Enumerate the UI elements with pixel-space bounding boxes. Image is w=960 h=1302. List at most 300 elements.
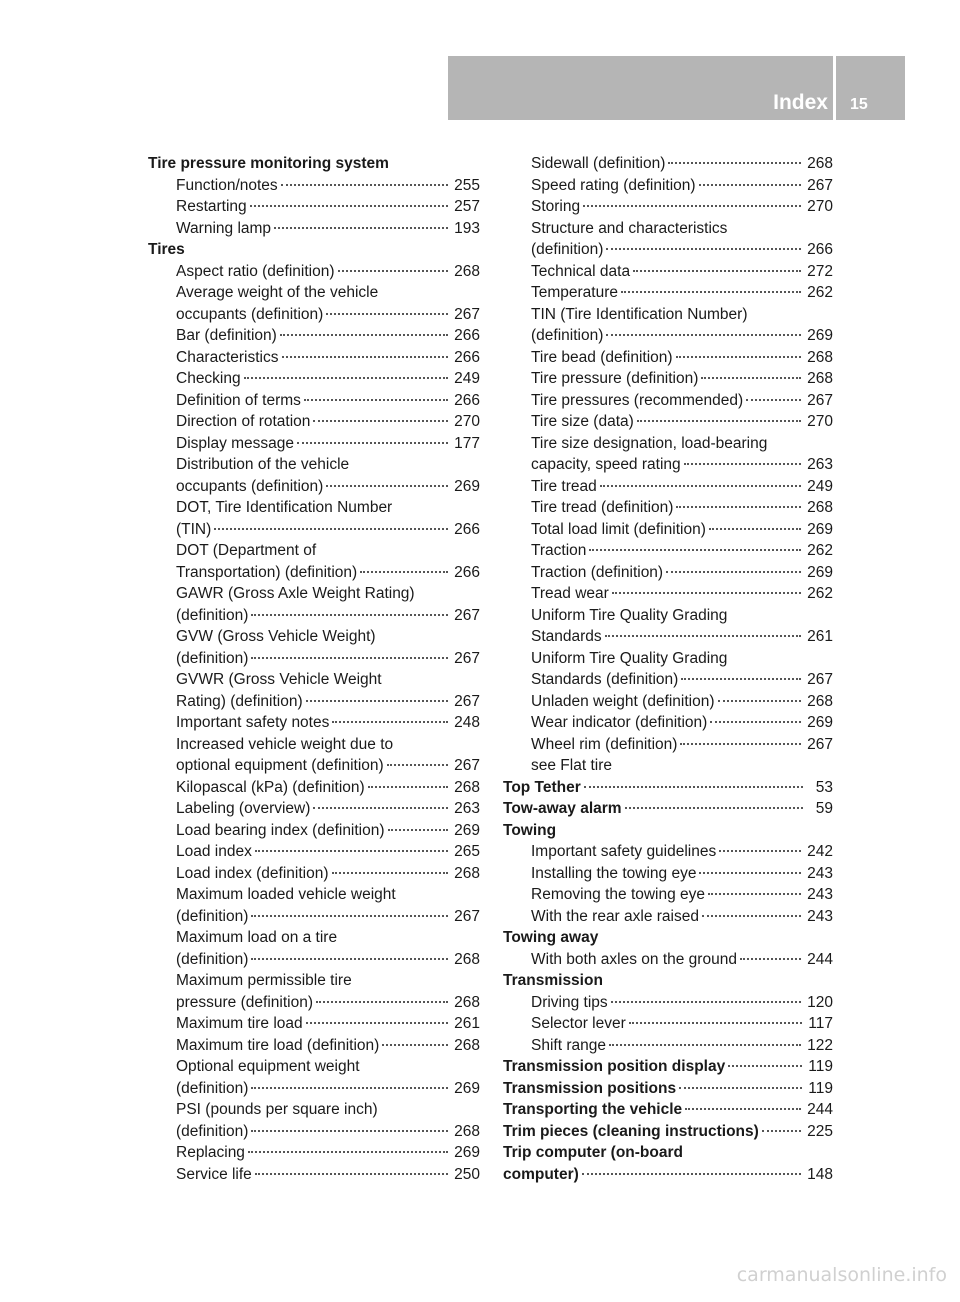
- entry-text: Important safety guidelines: [531, 843, 717, 860]
- dot-leader: [313, 806, 448, 809]
- entry-text: Wear indicator (definition): [531, 714, 708, 731]
- entry-text: Wheel rim (definition): [531, 735, 678, 753]
- entry-text: Tire size (data): [531, 413, 634, 430]
- dot-leader: [255, 1172, 448, 1175]
- entry-page-number: 243: [807, 907, 833, 925]
- entry-text: (definition): [176, 606, 249, 624]
- entry-text: DOT (Department of: [176, 542, 317, 559]
- entry-text: Warning lamp: [176, 219, 272, 237]
- index-entry: [503, 626, 833, 648]
- entry-text: computer): [503, 1165, 579, 1183]
- entry-text: Maximum permissible tire: [176, 972, 352, 989]
- index-heading: [503, 1078, 833, 1100]
- dot-leader: [360, 570, 448, 573]
- dot-leader: [629, 1021, 803, 1024]
- entry-text: Checking: [176, 370, 241, 387]
- entry-page-number: 266: [454, 563, 480, 581]
- entry-text: occupants (definition): [176, 305, 324, 323]
- index-entry: [148, 347, 480, 369]
- index-entry: [148, 798, 480, 820]
- entry-text: Distribution of the vehicle: [176, 456, 350, 473]
- dot-leader: [728, 1064, 802, 1067]
- dot-leader: [297, 441, 448, 444]
- index-entry: [148, 196, 480, 218]
- entry-page-number: 261: [454, 1015, 480, 1032]
- index-entry: [148, 1121, 480, 1143]
- entry-page-number: 265: [454, 843, 480, 860]
- index-entry: [148, 777, 480, 799]
- entry-page-number: 269: [807, 327, 833, 344]
- entry-page-number: 257: [454, 198, 480, 215]
- dot-leader: [326, 484, 448, 487]
- entry-text: Driving tips: [531, 993, 608, 1011]
- dot-leader: [338, 269, 449, 272]
- entry-text: Maximum loaded vehicle weight: [176, 886, 396, 903]
- dot-leader: [701, 376, 801, 379]
- index-entry: [148, 411, 480, 433]
- entry-text: Structure and characteristics: [531, 219, 728, 237]
- dot-leader: [326, 312, 448, 315]
- entry-text: pressure (definition): [176, 993, 313, 1011]
- index-entry: [148, 669, 480, 691]
- entry-page-number: 117: [808, 1015, 833, 1032]
- index-entry: [503, 390, 833, 412]
- index-entry: [503, 368, 833, 390]
- entry-page-number: 266: [454, 391, 480, 409]
- entry-text: Maximum load on a tire: [176, 929, 338, 946]
- entry-text: Optional equipment weight: [176, 1058, 360, 1075]
- index-entry: [503, 347, 833, 369]
- index-entry: [503, 863, 833, 885]
- index-entry: [148, 218, 480, 240]
- index-entry: [148, 949, 480, 971]
- entry-text: Installing the towing eye: [531, 864, 697, 882]
- entry-page-number: 268: [454, 1122, 480, 1140]
- entry-text: Bar (definition): [176, 327, 277, 344]
- index-heading: [148, 239, 480, 261]
- index-entry: [503, 476, 833, 498]
- entry-text: capacity, speed rating: [531, 456, 681, 473]
- index-entry: [148, 755, 480, 777]
- entry-page-number: 266: [807, 241, 833, 258]
- entry-text: Unladen weight (definition): [531, 692, 715, 710]
- dot-leader: [709, 527, 801, 530]
- index-heading: [503, 1164, 833, 1186]
- dot-leader: [589, 548, 801, 551]
- entry-page-number: 267: [454, 305, 480, 323]
- entry-page-number: 268: [807, 692, 833, 710]
- header-divider: [833, 56, 836, 120]
- index-entry: [503, 325, 833, 347]
- entry-page-number: 148: [807, 1165, 833, 1183]
- index-entry: [148, 476, 480, 498]
- dot-leader: [668, 161, 801, 164]
- index-entry: [503, 691, 833, 713]
- index-column-right: [503, 153, 833, 1185]
- entry-text: optional equipment (definition): [176, 757, 384, 774]
- index-heading: [503, 777, 833, 799]
- entry-text: Sidewall (definition): [531, 155, 666, 172]
- index-entry: [148, 325, 480, 347]
- index-entry: [148, 1035, 480, 1057]
- entry-page-number: 268: [454, 778, 480, 796]
- entry-page-number: 119: [808, 1079, 833, 1097]
- index-heading: [503, 1121, 833, 1143]
- entry-page-number: 243: [807, 864, 833, 882]
- dot-leader: [762, 1129, 801, 1132]
- entry-text: Standards: [531, 628, 602, 645]
- entry-text: Labeling (overview): [176, 800, 311, 817]
- dot-leader: [251, 613, 448, 616]
- index-entry: [503, 906, 833, 928]
- dot-leader: [306, 1021, 449, 1024]
- dot-leader: [251, 957, 448, 960]
- dot-leader: [633, 269, 801, 272]
- index-heading: [503, 1142, 833, 1164]
- entry-text: Top Tether: [503, 778, 581, 796]
- entry-text: Trim pieces (cleaning instructions): [503, 1122, 759, 1140]
- entry-text: Selector lever: [531, 1015, 626, 1032]
- index-heading: [503, 798, 833, 820]
- entry-page-number: 269: [807, 563, 833, 581]
- page-number: 15: [850, 96, 868, 113]
- index-entry: [148, 626, 480, 648]
- entry-text: Direction of rotation: [176, 413, 311, 430]
- entry-page-number: 270: [454, 413, 480, 430]
- dot-leader: [244, 376, 449, 379]
- entry-text: (definition): [176, 1079, 249, 1097]
- index-entry: [503, 949, 833, 971]
- index-entry: [503, 175, 833, 197]
- index-entry: [148, 433, 480, 455]
- dot-leader: [304, 398, 448, 401]
- entry-text: Transmission: [503, 972, 603, 989]
- entry-text: Transmission position display: [503, 1058, 726, 1075]
- entry-page-number: 262: [807, 585, 833, 602]
- dot-leader: [685, 1107, 801, 1110]
- index-entry: [148, 519, 480, 541]
- entry-text: Tow-away alarm: [503, 800, 622, 817]
- index-entry: [148, 261, 480, 283]
- entry-page-number: 269: [807, 714, 833, 731]
- index-heading: [503, 1056, 833, 1078]
- entry-text: Load bearing index (definition): [176, 821, 385, 839]
- index-entry: [148, 992, 480, 1014]
- entry-text: Uniform Tire Quality Grading: [531, 606, 728, 624]
- dot-leader: [280, 333, 448, 336]
- entry-page-number: 268: [807, 370, 833, 387]
- index-entry: [503, 282, 833, 304]
- entry-text: Uniform Tire Quality Grading: [531, 649, 728, 667]
- dot-leader: [251, 914, 448, 917]
- dot-leader: [681, 677, 801, 680]
- dot-leader: [710, 720, 801, 723]
- dot-leader: [666, 570, 801, 573]
- entry-text: occupants (definition): [176, 477, 324, 495]
- dot-leader: [251, 656, 448, 659]
- entry-text: Traction: [531, 542, 587, 559]
- dot-leader: [606, 247, 801, 250]
- entry-text: Average weight of the vehicle: [176, 284, 379, 301]
- entry-text: Tire tread: [531, 477, 597, 495]
- entry-page-number: 267: [454, 692, 480, 710]
- entry-text: (definition): [176, 950, 249, 968]
- index-entry: [503, 669, 833, 691]
- index-entry: [503, 411, 833, 433]
- entry-text: Service life: [176, 1165, 252, 1183]
- index-entry: [148, 734, 480, 756]
- entry-text: Kilopascal (kPa) (definition): [176, 778, 365, 796]
- index-entry: [148, 970, 480, 992]
- index-entry: [148, 282, 480, 304]
- entry-page-number: 268: [807, 499, 833, 516]
- index-entry: [148, 691, 480, 713]
- dot-leader: [621, 290, 801, 293]
- entry-text: DOT, Tire Identification Number: [176, 499, 393, 516]
- entry-text: Tire pressure (definition): [531, 370, 699, 387]
- entry-page-number: 263: [807, 456, 833, 473]
- index-entry: [503, 261, 833, 283]
- entry-page-number: 269: [454, 1144, 480, 1161]
- entry-text: Speed rating (definition): [531, 176, 696, 194]
- dot-leader: [316, 1000, 448, 1003]
- entry-text: Transporting the vehicle: [503, 1101, 683, 1118]
- entry-text: Tire bead (definition): [531, 348, 673, 366]
- entry-text: Function/notes: [176, 176, 278, 194]
- entry-page-number: 272: [807, 262, 833, 280]
- entry-page-number: 267: [807, 176, 833, 194]
- index-entry: [503, 1013, 833, 1035]
- dot-leader: [708, 892, 801, 895]
- entry-text: Storing: [531, 198, 581, 215]
- dot-leader: [583, 204, 801, 207]
- entry-page-number: 268: [454, 864, 480, 882]
- dot-leader: [637, 419, 801, 422]
- entry-page-number: 244: [807, 1101, 833, 1118]
- index-entry: [148, 648, 480, 670]
- entry-page-number: 270: [807, 198, 833, 215]
- entry-text: (definition): [176, 649, 249, 667]
- entry-page-number: 268: [807, 348, 833, 366]
- index-entry: [148, 863, 480, 885]
- dot-leader: [680, 742, 801, 745]
- index-title: Index: [773, 91, 828, 114]
- dot-leader: [740, 957, 801, 960]
- entry-page-number: 261: [807, 628, 833, 645]
- index-entry: [503, 648, 833, 670]
- entry-text: see Flat tire: [531, 757, 612, 774]
- entry-page-number: 269: [454, 477, 480, 495]
- entry-text: Shift range: [531, 1036, 606, 1054]
- index-entry: [148, 927, 480, 949]
- dot-leader: [719, 849, 801, 852]
- index-entry: [148, 175, 480, 197]
- entry-text: Restarting: [176, 198, 247, 215]
- entry-page-number: 248: [454, 714, 480, 731]
- dot-leader: [332, 871, 449, 874]
- dot-leader: [606, 333, 801, 336]
- index-entry: [503, 153, 833, 175]
- entry-page-number: 268: [454, 1036, 480, 1054]
- dot-leader: [746, 398, 801, 401]
- index-entry: [148, 820, 480, 842]
- dot-leader: [625, 806, 803, 809]
- entry-text: (TIN): [176, 520, 212, 538]
- entry-text: Tire tread (definition): [531, 499, 674, 516]
- entry-text: (definition): [531, 327, 604, 344]
- entry-text: TIN (Tire Identification Number): [531, 305, 748, 323]
- entry-text: Definition of terms: [176, 391, 301, 409]
- entry-page-number: 266: [454, 327, 480, 344]
- index-entry: [148, 884, 480, 906]
- index-entry: [503, 1035, 833, 1057]
- index-entry: [148, 1078, 480, 1100]
- entry-page-number: 249: [807, 477, 833, 495]
- dot-leader: [251, 1129, 448, 1132]
- dot-leader: [387, 763, 448, 766]
- index-entry: [503, 433, 833, 455]
- dot-leader: [611, 1000, 801, 1003]
- entry-text: (definition): [531, 241, 604, 258]
- watermark: carmanualsonline.info: [736, 1264, 947, 1286]
- index-entry: [503, 304, 833, 326]
- dot-leader: [250, 204, 448, 207]
- entry-text: Transportation) (definition): [176, 563, 358, 581]
- entry-text: (definition): [176, 1122, 249, 1140]
- entry-text: Important safety notes: [176, 714, 330, 731]
- dot-leader: [281, 183, 448, 186]
- dot-leader: [368, 785, 448, 788]
- index-entry: [503, 884, 833, 906]
- entry-text: Transmission positions: [503, 1079, 677, 1097]
- index-entry: [503, 562, 833, 584]
- entry-page-number: 266: [454, 348, 480, 366]
- dot-leader: [584, 785, 803, 788]
- entry-text: Tread wear: [531, 585, 609, 602]
- dot-leader: [382, 1043, 448, 1046]
- index-entry: [503, 454, 833, 476]
- index-entry: [148, 841, 480, 863]
- index-entry: [148, 712, 480, 734]
- entry-text: Replacing: [176, 1144, 245, 1161]
- dot-leader: [612, 591, 801, 594]
- entry-page-number: 267: [454, 757, 480, 774]
- dot-leader: [332, 720, 448, 723]
- entry-text: With the rear axle raised: [531, 907, 699, 925]
- entry-page-number: 266: [454, 520, 480, 538]
- index-entry: [148, 390, 480, 412]
- entry-text: With both axles on the ground: [531, 950, 737, 968]
- entry-page-number: 268: [454, 993, 480, 1011]
- entry-text: Maximum tire load: [176, 1015, 303, 1032]
- entry-text: Aspect ratio (definition): [176, 262, 335, 280]
- dot-leader: [676, 355, 802, 358]
- entry-text: Rating) (definition): [176, 692, 303, 710]
- entry-page-number: 262: [807, 284, 833, 301]
- index-heading: [503, 1099, 833, 1121]
- index-entry: [148, 906, 480, 928]
- entry-text: Removing the towing eye: [531, 886, 706, 903]
- index-entry: [148, 562, 480, 584]
- entry-page-number: 177: [454, 434, 480, 452]
- dot-leader: [684, 462, 801, 465]
- entry-text: Tires: [148, 241, 185, 258]
- index-entry: [148, 583, 480, 605]
- entry-text: (definition): [176, 907, 249, 925]
- index-entry: [503, 196, 833, 218]
- entry-text: Tire pressures (recommended): [531, 391, 744, 409]
- dot-leader: [600, 484, 801, 487]
- index-entry: [503, 218, 833, 240]
- index-entry: [503, 734, 833, 756]
- entry-page-number: 268: [454, 262, 480, 280]
- entry-page-number: 267: [454, 907, 480, 925]
- entry-text: Towing: [503, 821, 557, 839]
- entry-page-number: 267: [807, 671, 833, 688]
- index-heading: [503, 927, 833, 949]
- entry-page-number: 225: [807, 1122, 833, 1140]
- entry-text: Load index (definition): [176, 864, 329, 882]
- entry-page-number: 267: [807, 735, 833, 753]
- dot-leader: [313, 419, 448, 422]
- entry-text: GVW (Gross Vehicle Weight): [176, 628, 376, 645]
- index-header-bar: [448, 56, 905, 120]
- index-entry: [503, 239, 833, 261]
- entry-page-number: 267: [454, 606, 480, 624]
- entry-text: Load index: [176, 843, 252, 860]
- dot-leader: [282, 355, 449, 358]
- entry-page-number: 263: [454, 800, 480, 817]
- dot-leader: [609, 1043, 801, 1046]
- dot-leader: [702, 914, 801, 917]
- entry-text: GAWR (Gross Axle Weight Rating): [176, 585, 415, 602]
- entry-page-number: 270: [807, 413, 833, 430]
- entry-page-number: 119: [808, 1058, 833, 1075]
- entry-page-number: 120: [807, 993, 833, 1011]
- dot-leader: [699, 183, 802, 186]
- dot-leader: [251, 1086, 448, 1089]
- index-entry: [148, 1142, 480, 1164]
- entry-text: Trip computer (on-board: [503, 1144, 683, 1161]
- index-entry: [148, 605, 480, 627]
- dot-leader: [306, 699, 448, 702]
- index-column-left: [148, 153, 480, 1185]
- entry-page-number: 244: [807, 950, 833, 968]
- entry-page-number: 53: [815, 778, 833, 796]
- entry-text: Traction (definition): [531, 563, 664, 581]
- entry-text: Standards (definition): [531, 671, 679, 688]
- entry-text: GVWR (Gross Vehicle Weight: [176, 671, 382, 688]
- entry-page-number: 122: [807, 1036, 833, 1054]
- index-entry: [503, 755, 833, 777]
- index-entry: [503, 497, 833, 519]
- index-entry: [148, 368, 480, 390]
- entry-text: Display message: [176, 434, 295, 452]
- index-entry: [148, 540, 480, 562]
- index-heading: [503, 820, 833, 842]
- index-entry: [503, 583, 833, 605]
- entry-page-number: 243: [807, 886, 833, 903]
- entry-text: Maximum tire load (definition): [176, 1036, 380, 1054]
- dot-leader: [718, 699, 802, 702]
- entry-page-number: 255: [454, 176, 480, 194]
- dot-leader: [274, 226, 448, 229]
- entry-text: Towing away: [503, 929, 599, 946]
- index-entry: [148, 497, 480, 519]
- index-entry: [503, 992, 833, 1014]
- entry-text: Characteristics: [176, 348, 279, 366]
- dot-leader: [605, 634, 801, 637]
